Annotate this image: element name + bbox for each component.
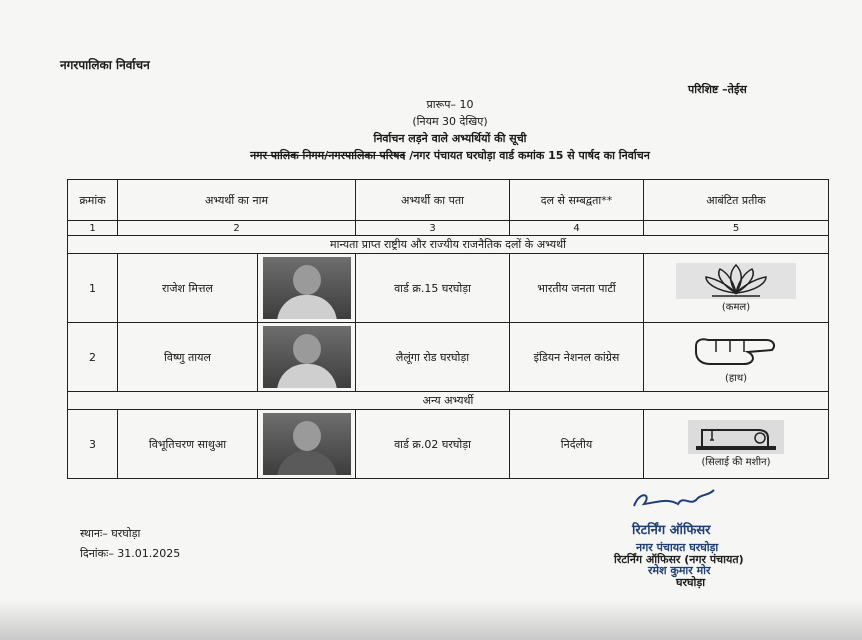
candidate-name: राजेश मित्तल (118, 254, 258, 323)
page-shadow (0, 600, 862, 640)
candidate-address: वार्ड क्र.15 घरघोड़ा (356, 254, 510, 323)
candidate-party: भारतीय जनता पार्टी (510, 254, 644, 323)
date-field: दिनांकः– 31.01.2025 (80, 547, 181, 560)
header-party: दल से सम्बद्वता** (510, 180, 644, 221)
stamp-line: रमेश कुमार मोर (648, 564, 711, 577)
candidate-photo (258, 254, 356, 323)
stamp-line: नगर पंचायत घरघोड़ा (636, 541, 719, 554)
lotus-icon (676, 263, 796, 299)
column-number-row (68, 221, 829, 236)
candidate-symbol (644, 323, 829, 392)
section-recognized-row (68, 236, 829, 254)
col-num: 3 (356, 221, 510, 236)
candidate-party: निर्दलीय (510, 410, 644, 479)
candidate-sno: 3 (68, 410, 118, 479)
person-photo-icon (263, 326, 351, 388)
document-title: नगरपालिका निर्वाचन (60, 58, 150, 72)
candidate-name: विष्णु तायल (118, 323, 258, 392)
returning-officer-title: रिटर्निंग ऑफिसर (632, 523, 711, 538)
rule-reference: (नियम 30 देखिए) (412, 115, 488, 128)
form-header (170, 96, 730, 164)
candidate-address: वार्ड क्र.02 घरघोड़ा (356, 410, 510, 479)
candidate-address: लैलूंगा रोड घरघोड़ा (356, 323, 510, 392)
person-photo-icon (263, 257, 351, 319)
candidate-sno: 1 (68, 254, 118, 323)
col-num: 2 (118, 221, 356, 236)
election-subtitle (170, 147, 730, 164)
candidate-party: इंडियन नेशनल कांग्रेस (510, 323, 644, 392)
person-photo-icon (263, 413, 351, 475)
sewing-machine-icon (688, 420, 784, 454)
col-num: 4 (510, 221, 644, 236)
table-row (68, 254, 829, 323)
table-row (68, 410, 829, 479)
stamp-line: घरघोड़ा (676, 576, 706, 589)
col-num: 5 (644, 221, 829, 236)
col-num: 1 (68, 221, 118, 236)
place-field: स्थानः– घरघोड़ा (80, 527, 141, 540)
section-other: अन्य अभ्यर्थी (68, 392, 829, 410)
list-title: निर्वाचन लड़ने वाले अभ्यर्थियों की सूची (373, 132, 527, 145)
candidate-name: विभूतिचरण साथुआ (118, 410, 258, 479)
header-address: अभ्यर्थी का पता (356, 180, 510, 221)
table-row (68, 323, 829, 392)
candidate-photo (258, 323, 356, 392)
candidate-photo (258, 410, 356, 479)
candidate-table (67, 179, 829, 479)
candidate-symbol (644, 254, 829, 323)
candidate-sno: 2 (68, 323, 118, 392)
header-symbol: आबंटित प्रतीक (644, 180, 829, 221)
stamp-line: रिटर्निंग ऑफिसर (नगर पंचायत) (614, 553, 744, 566)
form-number: प्रारूप– 10 (426, 98, 474, 111)
header-sno: क्रमांक (68, 180, 118, 221)
signature-icon (628, 486, 718, 516)
hand-icon (686, 330, 786, 370)
struck-text: नगर पालिक निगम/नगरपालिका परिषद (250, 149, 406, 162)
candidate-symbol (644, 410, 829, 479)
subtitle-rest: /नगर पंचायत घरघोड़ा वार्ड कमांक 15 से पार्षद का निर्वाचन (405, 149, 650, 162)
symbol-label: (कमल) (721, 302, 751, 313)
header-name: अभ्यर्थी का नाम (118, 180, 356, 221)
table-header-row (68, 180, 829, 221)
symbol-label: (हाथ) (724, 373, 748, 384)
section-recognized: मान्यता प्राप्त राष्ट्रीय और राज्यीय राजनैतिक दलों के अभ्यर्थी (68, 236, 829, 254)
appendix-label: परिशिष्ट –तेईस (688, 83, 747, 96)
section-other-row (68, 392, 829, 410)
symbol-label: (सिलाई की मशीन) (701, 457, 771, 468)
